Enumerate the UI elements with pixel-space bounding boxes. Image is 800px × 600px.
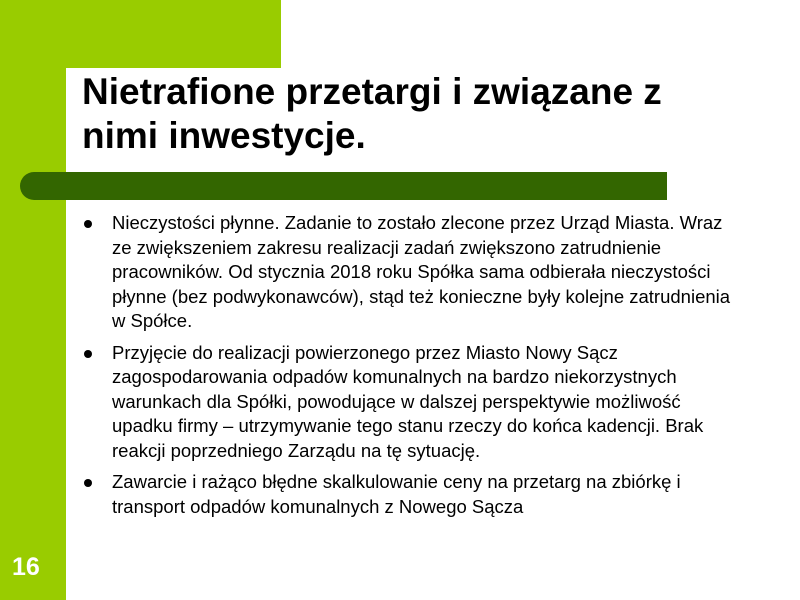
bullet-item (80, 211, 740, 334)
bullet-dot-icon (84, 479, 92, 487)
bullet-dot-icon (84, 350, 92, 358)
bullet-text: Przyjęcie do realizacji powierzonego przez Miasto Nowy Sącz zagospodarowania odpadów komunalnych na bardzo niekorzystnych warunkach dla Spółki, powodujące w dalszej perspektywie możliwość upadku firmy – utrzymywanie tego stanu rzeczy do końca kadencji. Brak reakcji poprzedniego Zarządu na tę sytuację. (112, 341, 704, 461)
slide-title: Nietrafione przetargi i związane z nimi inwestycje. (82, 71, 662, 156)
left-accent-band (0, 0, 66, 600)
bullet-list (80, 211, 740, 526)
bullet-item (80, 470, 740, 519)
top-accent-band (0, 0, 281, 68)
bullet-text: Zawarcie i rażąco błędne skalkulowanie ceny na przetarg na zbiórkę i transport odpadów komunalnych z Nowego Sącza (112, 471, 681, 517)
bullet-item (80, 341, 740, 464)
page-number: 16 (12, 553, 40, 581)
title-divider-bar (20, 172, 667, 200)
bullet-text: Nieczystości płynne. Zadanie to zostało zlecone przez Urząd Miasta. Wraz ze zwiększeniem zakresu realizacji zadań zwiększono zatrudnienie pracowników. Od stycznia 2018 roku Spółka sama odbierała nieczystości płynne (bez podwykonawców), stąd też konieczne były kolejne zatrudnienia w Spółce. (112, 212, 731, 331)
bullet-dot-icon (84, 220, 92, 228)
